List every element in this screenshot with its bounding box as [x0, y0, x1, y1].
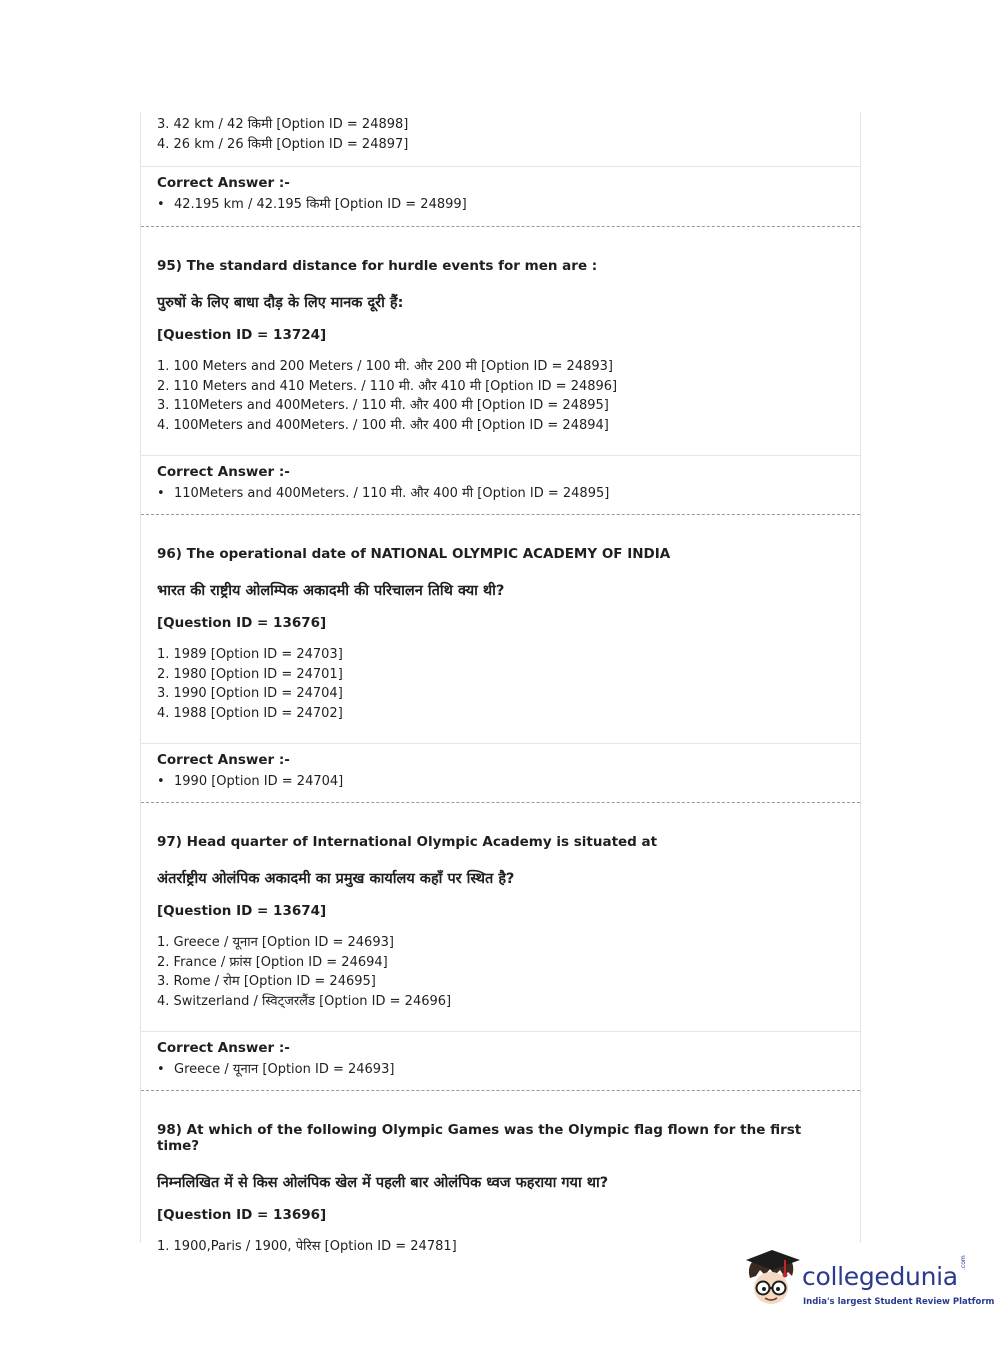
correct-answer: • Greece / यूनान [Option ID = 24693] — [157, 1062, 395, 1077]
option: 3. 110Meters and 400Meters. / 110 मी. और 400 मी [Option ID = 24895] — [157, 398, 609, 413]
question-id: [Question ID = 13676] — [157, 615, 327, 631]
correct-answer-block — [141, 456, 860, 514]
question-hindi: अंतर्राष्ट्रीय ओलंपिक अकादमी का प्रमुख कार्यालय कहाँ पर स्थित है? — [157, 871, 515, 887]
option: 3. 42 km / 42 किमी [Option ID = 24898] — [157, 117, 409, 132]
question-95 — [141, 227, 860, 455]
option: 4. 100Meters and 400Meters. / 100 मी. और 400 मी [Option ID = 24894] — [157, 417, 609, 433]
brand-dotcom: .com — [960, 1255, 967, 1270]
correct-answer: • 110Meters and 400Meters. / 110 मी. और 400 मी [Option ID = 24895] — [157, 486, 610, 501]
prev-options — [141, 112, 860, 166]
question-paper — [140, 112, 861, 1254]
option: 3. Rome / रोम [Option ID = 24695] — [157, 974, 376, 989]
option: 2. France / फ्रांस [Option ID = 24694] — [157, 954, 388, 970]
question-title: 98) At which of the following Olympic Games was the Olympic flag flown for the first time? — [157, 1122, 802, 1154]
correct-answer: • 42.195 km / 42.195 किमी [Option ID = 24899] — [157, 197, 467, 212]
option: 4. 1988 [Option ID = 24702] — [157, 705, 343, 721]
brand-name: collegedunia — [802, 1262, 958, 1291]
question-hindi: निम्नलिखित में से किस ओलंपिक खेल में पहली बार ओलंपिक ध्वज फहराया गया था? — [157, 1175, 609, 1191]
option: 1. 1989 [Option ID = 24703] — [157, 647, 343, 662]
option: 1. Greece / यूनान [Option ID = 24693] — [157, 935, 394, 950]
question-96 — [141, 515, 860, 743]
mascot-icon — [742, 1248, 804, 1310]
correct-answer-label: Correct Answer :- — [157, 752, 290, 768]
option: 2. 1980 [Option ID = 24701] — [157, 666, 343, 682]
collegedunia-logo[interactable] — [742, 1248, 995, 1320]
option: 4. Switzerland / स्विट्जरलैंड [Option ID = 24696] — [157, 993, 452, 1009]
question-title: 95) The standard distance for hurdle events for men are : — [157, 258, 598, 274]
correct-answer-block — [141, 1032, 860, 1090]
correct-answer-block — [141, 744, 860, 802]
brand-tagline: India's largest Student Review Platform — [803, 1297, 995, 1307]
correct-answer-label: Correct Answer :- — [157, 464, 290, 480]
option: 2. 110 Meters and 410 Meters. / 110 मी. और 410 मी [Option ID = 24896] — [157, 378, 618, 394]
options-list — [157, 357, 844, 435]
option: 3. 1990 [Option ID = 24704] — [157, 686, 343, 701]
question-97 — [141, 803, 860, 1031]
option: 1. 1900,Paris / 1900, पेरिस [Option ID = 24781] — [157, 1239, 457, 1254]
question-hindi: भारत की राष्ट्रीय ओलम्पिक अकादमी की परिचालन तिथि क्या थी? — [157, 583, 505, 599]
question-id: [Question ID = 13696] — [157, 1207, 327, 1223]
options-list — [157, 933, 844, 1011]
correct-answer-block — [141, 167, 860, 226]
question-id: [Question ID = 13674] — [157, 903, 327, 919]
correct-answer-label: Correct Answer :- — [157, 175, 290, 191]
question-98 — [141, 1091, 860, 1257]
question-id: [Question ID = 13724] — [157, 327, 327, 343]
options-list — [157, 645, 844, 723]
question-title: 96) The operational date of NATIONAL OLYMPIC ACADEMY OF INDIA — [157, 546, 671, 562]
question-title: 97) Head quarter of International Olympic Academy is situated at — [157, 834, 658, 850]
correct-answer: • 1990 [Option ID = 24704] — [157, 774, 344, 789]
option: 4. 26 km / 26 किमी [Option ID = 24897] — [157, 136, 409, 152]
correct-answer-label: Correct Answer :- — [157, 1040, 290, 1056]
options-list — [157, 1237, 844, 1257]
question-hindi: पुरुषों के लिए बाधा दौड़ के लिए मानक दूरी हैं: — [157, 295, 404, 311]
option: 1. 100 Meters and 200 Meters / 100 मी. और 200 मी [Option ID = 24893] — [157, 359, 613, 374]
